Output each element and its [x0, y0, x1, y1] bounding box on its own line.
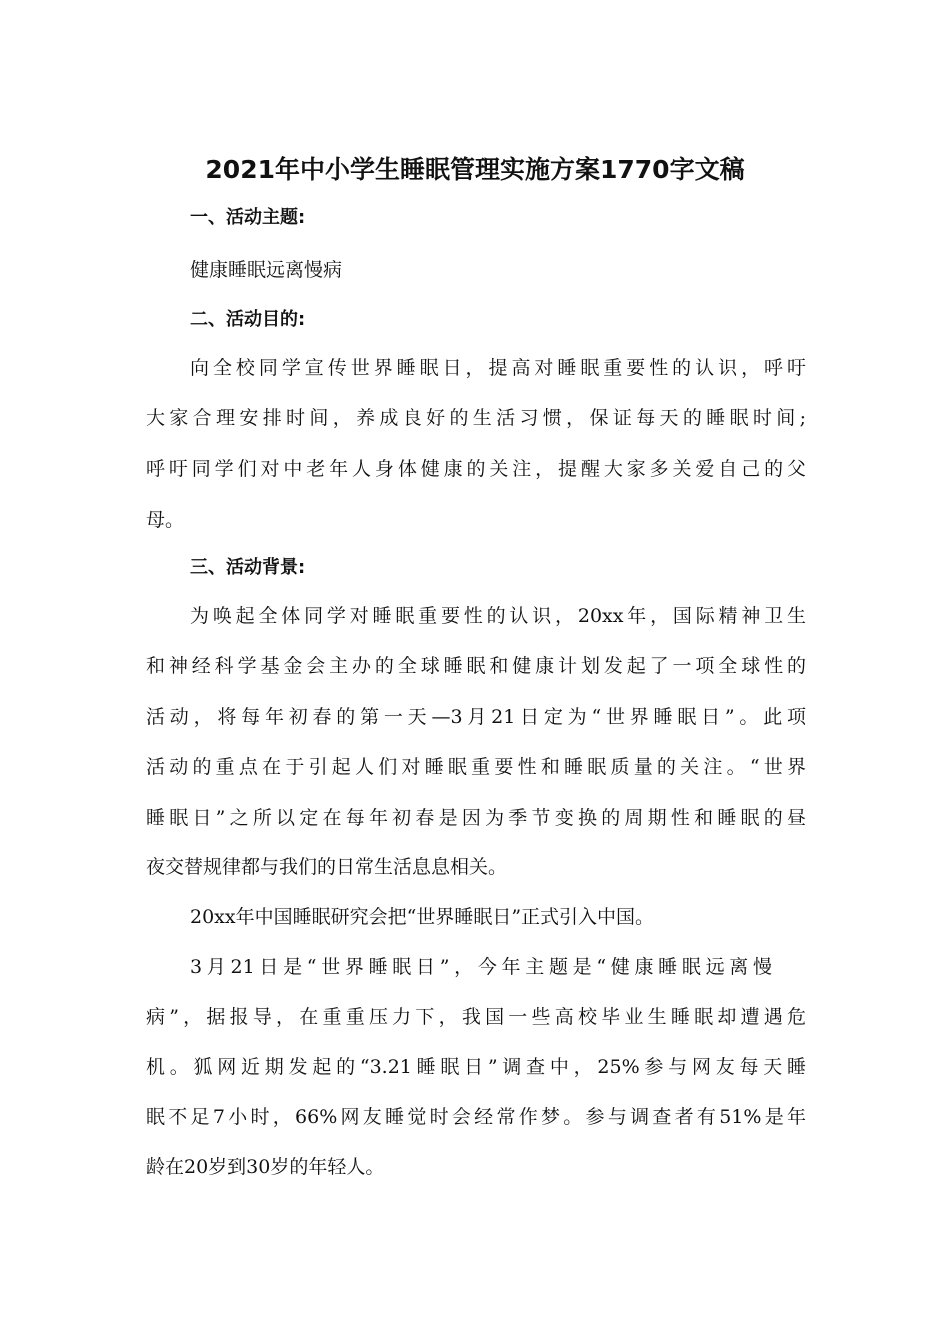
survey-line-2: 病”，据报导，在重重压力下，我国一些高校毕业生睡眠却遭遇危	[146, 1006, 806, 1028]
purpose-line-4: 母。	[146, 509, 185, 531]
section-heading-background: 三、活动背景:	[190, 557, 306, 578]
survey-line-1: 3月21日是“世界睡眠日”，今年主题是“健康睡眠远离慢	[190, 956, 772, 978]
background-line-1: 为唤起全体同学对睡眠重要性的认识，20xx年，国际精神卫生	[190, 605, 806, 627]
survey-line-3: 机。狐网近期发起的“3.21睡眠日”调查中，25%参与网友每天睡	[146, 1056, 806, 1078]
section-heading-theme: 一、活动主题:	[190, 207, 306, 228]
theme-text: 健康睡眠远离慢病	[190, 259, 343, 281]
background-line-5: 睡眠日”之所以定在每年初春是因为季节变换的周期性和睡眠的昼	[146, 807, 806, 829]
background-line-4: 活动的重点在于引起人们对睡眠重要性和睡眠质量的关注。“世界	[146, 756, 806, 778]
document-title: 2021年中小学生睡眠管理实施方案1770字文稿	[205, 155, 745, 184]
background-line-3: 活动，将每年初春的第一天—3月21日定为“世界睡眠日”。此项	[146, 706, 806, 728]
intro-china-line: 20xx年中国睡眠研究会把“世界睡眠日”正式引入中国。	[190, 906, 655, 928]
section-heading-purpose: 二、活动目的:	[190, 309, 306, 330]
background-line-6: 夜交替规律都与我们的日常生活息息相关。	[146, 856, 508, 878]
survey-line-5: 龄在20岁到30岁的年轻人。	[146, 1156, 385, 1178]
purpose-line-2: 大家合理安排时间，养成良好的生活习惯，保证每天的睡眠时间;	[146, 407, 806, 429]
background-line-2: 和神经科学基金会主办的全球睡眠和健康计划发起了一项全球性的	[146, 655, 806, 677]
survey-line-4: 眠不足7小时，66%网友睡觉时会经常作梦。参与调查者有51%是年	[146, 1106, 806, 1128]
purpose-line-1: 向全校同学宣传世界睡眠日，提高对睡眠重要性的认识，呼吁	[190, 357, 806, 379]
purpose-line-3: 呼吁同学们对中老年人身体健康的关注，提醒大家多关爱自己的父	[146, 458, 806, 480]
